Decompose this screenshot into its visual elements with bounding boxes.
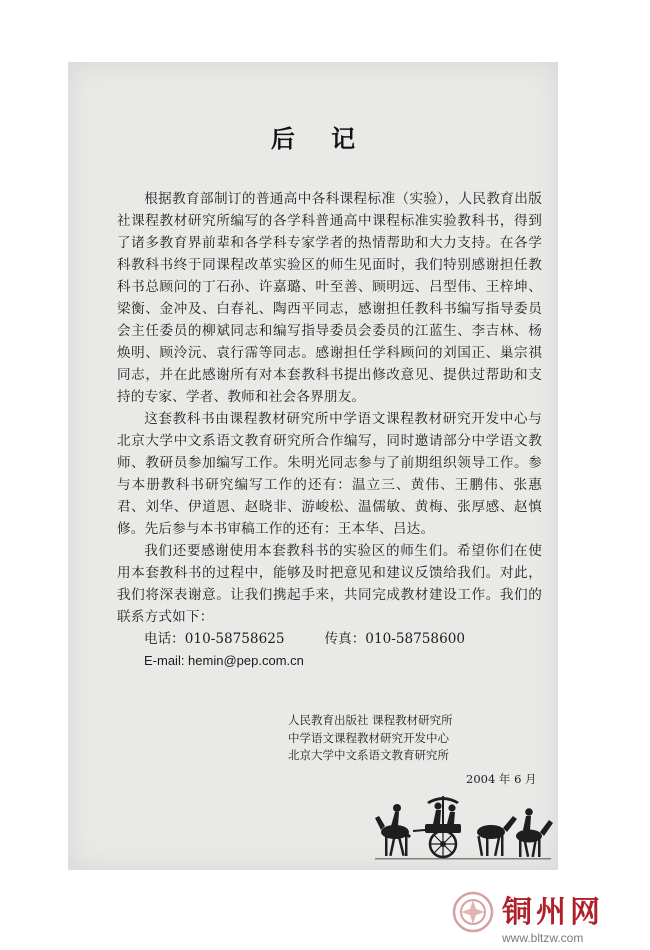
- site-watermark: [452, 887, 650, 950]
- afterword-body: [117, 188, 542, 672]
- site-name: 铜州网: [502, 895, 604, 930]
- signature-line: 人民教育出版社 课程教材研究所: [288, 713, 453, 727]
- book-page: [68, 62, 558, 870]
- publisher-signature: [288, 712, 498, 765]
- page-title: 后 记: [270, 125, 370, 153]
- signature-line: 中学语文课程教材研究开发中心: [288, 730, 449, 745]
- site-url: www.bltzw.com: [502, 931, 584, 945]
- contact-phone-fax: [117, 628, 542, 650]
- phone-number: 电话：010-58758625: [144, 631, 285, 647]
- chariot-decoration-icon: [373, 792, 553, 864]
- paragraph-editors: 这套教科书由课程教材研究所中学语文课程教材研究开发中心与北京大学中文系语文教育研究所合作编写，同时邀请部分中学语文教师、教研员参加编写工作。朱明光同志参与了前期组织领导工作。参与本册教科书研究编写工作的还有：温立三、黄伟、王鹏伟、张惠君、刘华、伊道恩、赵晓非、游峻松、温儒敏、黄梅、张厚感、赵慎修。先后参与本书审稿工作的还有：王本华、吕达。: [117, 411, 542, 537]
- signature-line: 北京大学中文系语文教育研究所: [288, 748, 449, 762]
- signature-date: 2004 年 6 月: [466, 772, 537, 786]
- paragraph-acknowledgements: 根据教育部制订的普通高中各科课程标准（实验），人民教育出版社课程教材研究所编写的各学科普通高中课程标准实验教科书，得到了诸多教育界前辈和各学科专家学者的热情帮助和大力支持。在各学科教科书终于同课程改革实验区的师生见面时，我们特别感谢担任教科书总顾问的丁石孙、许嘉璐、叶至善、顾明远、吕型伟、王梓坤、梁衡、金冲及、白春礼、陶西平同志，感谢担任教科书编写指导委员会主任委员的柳斌同志和编写指导委员会委员的江蓝生、李吉林、杨焕明、顾泠沅、袁行霈等同志。感谢担任学科顾问的刘国正、巢宗祺同志，并在此感谢所有对本套教科书提出修改意见、提供过帮助和支持的专家、学者、教师和社会各界朋友。: [117, 191, 542, 405]
- site-logo-icon: [452, 891, 494, 933]
- fax-number: 传真：010-58758600: [324, 631, 466, 647]
- contact-email: E-mail: hemin@pep.com.cn: [144, 653, 304, 668]
- paragraph-feedback: 我们还要感谢使用本套教科书的实验区的师生们。希望你们在使用本套教科书的过程中，能够及时把意见和建议反馈给我们。对此，我们将深表谢意。让我们携起手来，共同完成教材建设工作。我们的联系方式如下：: [117, 543, 542, 625]
